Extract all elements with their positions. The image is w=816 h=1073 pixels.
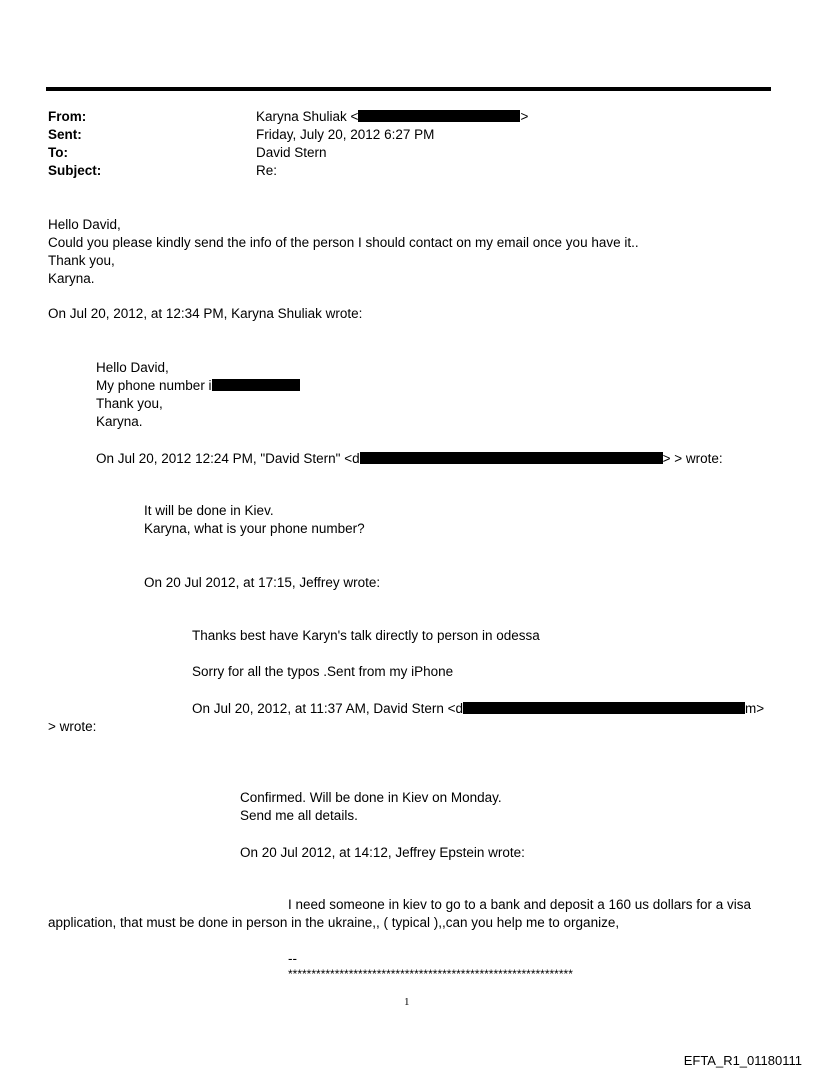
quote3-intro: On 20 Jul 2012, at 17:15, Jeffrey wrote: <box>144 575 381 590</box>
quote3-line2: Sorry for all the typos .Sent from my iPhone <box>192 664 454 679</box>
quote5-intro: On 20 Jul 2012, at 14:12, Jeffrey Epstein wrote: <box>240 845 525 860</box>
quote4-intro-wrap: > wrote: <box>48 719 97 734</box>
quote4-intro-end: m> <box>745 701 765 716</box>
body-greeting: Hello David, <box>48 217 121 232</box>
body-signoff: Karyna. <box>48 271 95 286</box>
body-request: Could you please kindly send the info of the person I should contact on my email once you have it.. <box>48 235 639 250</box>
header-rule <box>46 87 771 91</box>
redaction-box <box>212 379 300 391</box>
quote2-line1: It will be done in Kiev. <box>144 503 274 518</box>
from-label: From: <box>48 109 87 124</box>
redaction-box <box>463 702 745 714</box>
quote5-line1: I need someone in kiev to go to a bank and deposit a 160 us dollars for a visa <box>288 897 752 912</box>
quote1-greeting: Hello David, <box>96 360 169 375</box>
quote1-phone-text: My phone number i <box>96 378 212 393</box>
document-id: EFTA_R1_01180111 <box>683 1053 802 1068</box>
quote2-intro-text: On Jul 20, 2012 12:24 PM, "David Stern" <d <box>96 451 360 466</box>
quote4-line2: Send me all details. <box>240 808 358 823</box>
to-label: To: <box>48 145 68 160</box>
quote4-line1: Confirmed. Will be done in Kiev on Monday. <box>240 790 502 805</box>
from-value <box>256 109 528 124</box>
quote2-intro <box>96 451 723 466</box>
quote1-thanks: Thank you, <box>96 396 163 411</box>
quote1-intro: On Jul 20, 2012, at 12:34 PM, Karyna Shuliak wrote: <box>48 306 363 321</box>
quote5-line2: application, that must be done in person in the ukraine,, ( typical ),,can you help me to organize, <box>48 915 620 930</box>
body-thanks: Thank you, <box>48 253 115 268</box>
quote4-intro <box>192 701 764 716</box>
to-value: David Stern <box>256 145 327 160</box>
quote2-intro-end: > > wrote: <box>662 451 723 466</box>
redaction-box <box>358 110 520 122</box>
quote4-intro-text: On Jul 20, 2012, at 11:37 AM, David Stern <d <box>192 701 464 716</box>
sent-value: Friday, July 20, 2012 6:27 PM <box>256 127 435 142</box>
from-close: > <box>520 109 529 124</box>
quote1-phone <box>96 378 300 393</box>
redaction-box <box>360 452 663 464</box>
quote3-line1: Thanks best have Karyn's talk directly to person in odessa <box>192 628 540 643</box>
subject-label: Subject: <box>48 163 102 178</box>
signature-dash: -- <box>288 951 297 966</box>
sent-label: Sent: <box>48 127 82 142</box>
quote1-signoff: Karyna. <box>96 414 143 429</box>
quote2-line2: Karyna, what is your phone number? <box>144 521 365 536</box>
page-number: 1 <box>404 996 410 1008</box>
signature-stars: ************************************************************* <box>288 967 573 981</box>
from-name: Karyna Shuliak < <box>256 109 359 124</box>
subject-value: Re: <box>256 163 278 178</box>
